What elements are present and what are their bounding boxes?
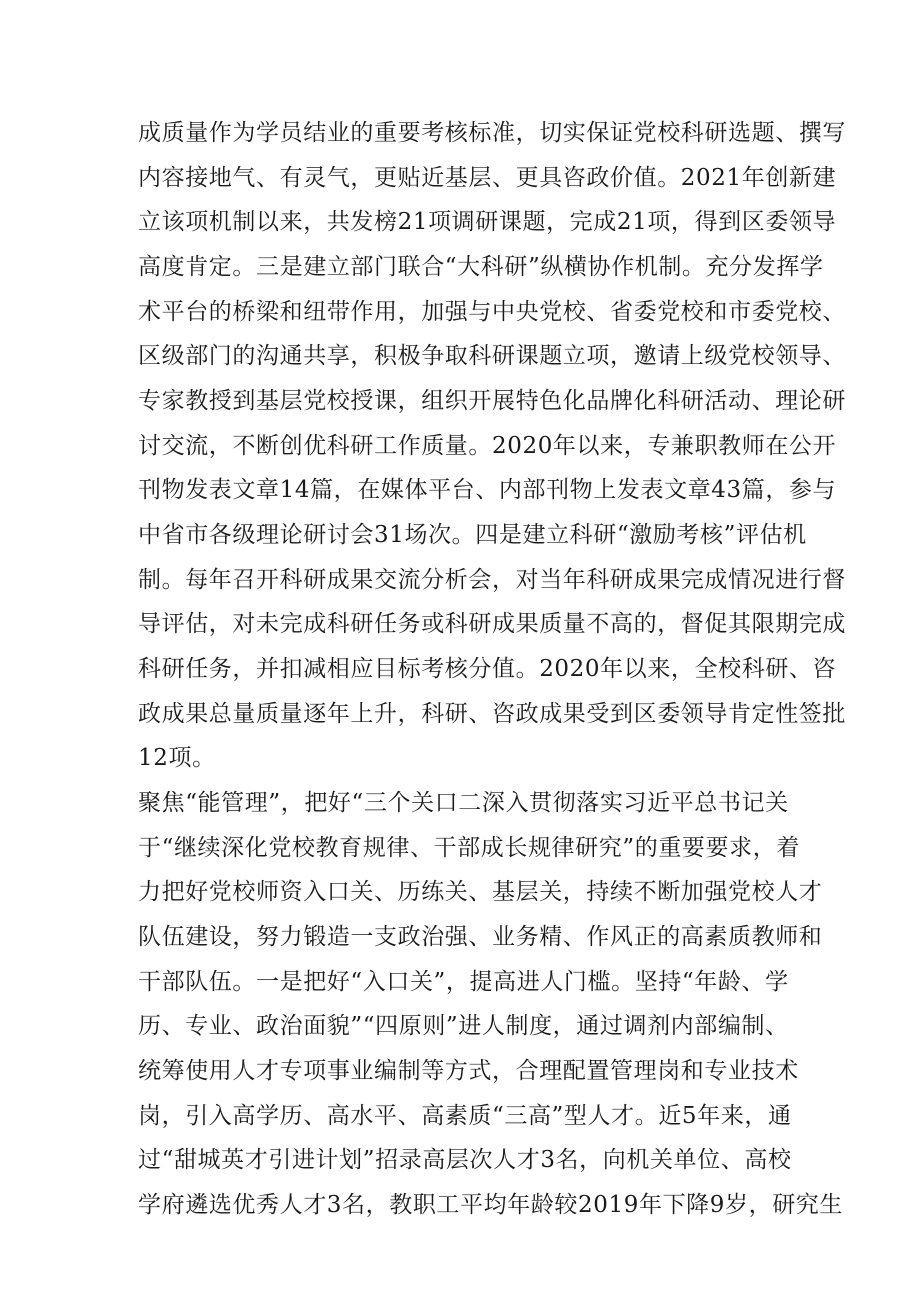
text-line: 聚焦“能管理”，把好“三个关口二深入贯彻落实习近平总书记关 (138, 790, 789, 816)
text-line: 中省市各级理论研讨会31场次。四是建立科研“激励考核”评估机 (138, 522, 807, 548)
text-line: 于“继续深化党校教育规律、干部成长规律研究”的重要要求，着 (138, 835, 800, 861)
text-line: 制。每年召开科研成果交流分析会，对当年科研成果完成情况进行督 (138, 567, 846, 593)
text-line: 政成果总量质量逐年上升，科研、咨政成果受到区委领导肯定性签批 (138, 701, 846, 727)
text-line: 干部队伍。一是把好“入口关”，提高进人门槛。坚持“年龄、学 (138, 969, 789, 995)
text-line: 科研任务，并扣减相应目标考核分值。2020年以来，全校科研、咨 (138, 656, 837, 682)
text-line: 过“甜城英才引进计划”招录高层次人才3名，向机关单位、高校 (138, 1147, 792, 1173)
text-line: 内容接地气、有灵气，更贴近基层、更具咨政价值。2021年创新建 (138, 165, 837, 191)
text-line: 立该项机制以来，共发榜21项调研课题，完成21项，得到区委领导 (138, 209, 837, 235)
text-line: 高度肯定。三是建立部门联合“大科研”纵横协作机制。充分发挥学 (138, 254, 824, 280)
text-line: 队伍建设，努力锻造一支政治强、业务精、作风正的高素质教师和 (138, 924, 823, 950)
text-line: 区级部门的沟通共享，积极争取科研课题立项，邀请上级党校领导、 (138, 343, 846, 369)
text-line: 术平台的桥梁和纽带作用，加强与中央党校、省委党校和市委党校、 (138, 299, 846, 325)
text-line: 力把好党校师资入口关、历练关、基层关，持续不断加强党校人才 (138, 879, 823, 905)
text-line: 刊物发表文章14篇，在媒体平台、内部刊物上发表文章43篇，参与 (138, 477, 837, 503)
text-line: 历、专业、政治面貌”“四原则”进人制度，通过调剂内部编制、 (138, 1013, 789, 1039)
text-line: 岗，引入高学历、高水平、高素质“三高”型人才。近5年来，通 (138, 1103, 792, 1129)
text-line: 12项。 (138, 745, 216, 771)
text-line: 导评估，对未完成科研任务或科研成果质量不高的，督促其限期完成 (138, 611, 846, 637)
text-line: 学府遴选优秀人才3名，教职工平均年龄较2019年下降9岁，研究生 (138, 1192, 843, 1218)
text-line: 专家教授到基层党校授课，组织开展特色化品牌化科研活动、理论研 (138, 388, 846, 414)
text-line: 成质量作为学员结业的重要考核标准，切实保证党校科研选题、撰写 (138, 120, 846, 146)
text-line: 讨交流，不断创优科研工作质量。2020年以来，专兼职教师在公开 (138, 433, 837, 459)
text-line: 统筹使用人才专项事业编制等方式，合理配置管理岗和专业技术 (138, 1058, 799, 1084)
